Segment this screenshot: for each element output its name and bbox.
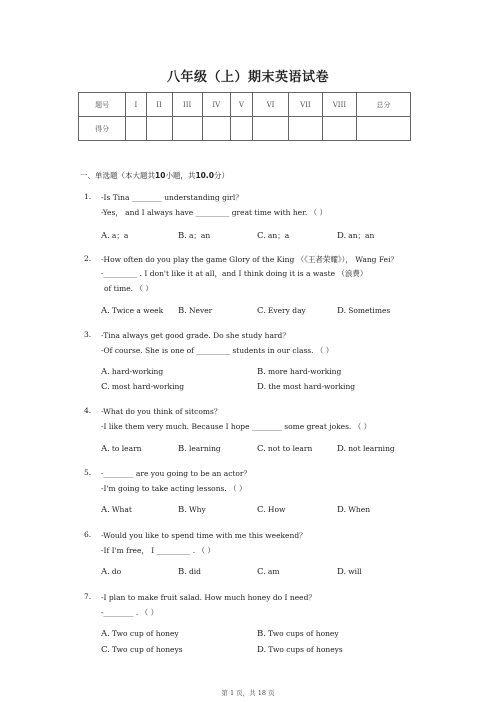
question-number: 5. xyxy=(84,468,92,477)
option-d[interactable] xyxy=(337,505,370,515)
section-heading-prefix: 一、单选题（本大题共 xyxy=(80,171,155,180)
score-cell[interactable] xyxy=(356,117,410,141)
option-c[interactable] xyxy=(257,567,280,577)
option-text: do xyxy=(111,567,122,576)
question-line: -What do you think of sitcoms？ xyxy=(101,407,222,416)
option-key: A. xyxy=(101,231,110,241)
question-line: -I like them very much. Because I hope ________ some great jokes. （ ） xyxy=(101,422,372,431)
option-key: C. xyxy=(101,382,110,392)
option-d[interactable] xyxy=(337,306,390,316)
option-text: will xyxy=(348,567,362,576)
question-line: -_________ . I don't like it at all，and I think doing it is a waste （浪费） xyxy=(101,269,368,278)
option-a[interactable] xyxy=(101,367,163,377)
section-heading-suffix: 分） xyxy=(213,171,229,180)
option-key: D. xyxy=(337,306,347,316)
option-text: Every day xyxy=(267,306,306,315)
question-number: 7. xyxy=(84,592,92,601)
option-c[interactable] xyxy=(257,505,285,515)
score-header-cell: III xyxy=(172,93,202,117)
score-cell[interactable] xyxy=(172,117,202,141)
option-key: A. xyxy=(101,505,110,515)
score-table-header-row xyxy=(79,93,411,117)
score-header-cell: IV xyxy=(202,93,230,117)
option-text: not learning xyxy=(348,444,395,453)
option-c[interactable] xyxy=(101,645,183,655)
option-text: Two cup of honey xyxy=(111,629,179,638)
question-line: -I plan to make fruit salad. How much honey do I need？ xyxy=(101,593,316,602)
option-text: an；a xyxy=(267,231,290,240)
score-table-score-row xyxy=(79,117,411,141)
option-c[interactable] xyxy=(257,444,312,454)
option-text: When xyxy=(348,505,371,514)
option-key: D. xyxy=(337,505,347,515)
question-line: -Would you like to spend time with me this weekend？ xyxy=(101,531,307,540)
option-text: the most hard-working xyxy=(268,382,356,391)
score-table xyxy=(78,92,411,141)
page-title: 八年级（上）期末英语试卷 xyxy=(166,70,329,85)
option-key: C. xyxy=(257,567,266,577)
score-cell[interactable] xyxy=(146,117,172,141)
question-number: 1. xyxy=(84,192,92,201)
option-text: Twice a week xyxy=(111,306,164,315)
question-number: 4. xyxy=(84,406,92,415)
score-cell[interactable] xyxy=(288,117,322,141)
option-key: D. xyxy=(337,567,347,577)
option-text: Two cups of honeys xyxy=(268,645,343,654)
question-line: -If I'm free， I _________ . （ ） xyxy=(101,546,215,555)
option-key: D. xyxy=(257,645,267,655)
option-b[interactable] xyxy=(178,444,221,454)
page-footer: 第 1 页，共 18 页 xyxy=(221,689,275,697)
score-cell[interactable] xyxy=(322,117,356,141)
option-text: learning xyxy=(188,444,221,453)
option-key: B. xyxy=(178,231,187,241)
question-line: -Of course. She is one of _________ students in our class. （ ） xyxy=(101,346,334,355)
option-c[interactable] xyxy=(257,230,289,241)
option-key: A. xyxy=(101,306,110,316)
option-text: Two cup of honeys xyxy=(111,645,183,654)
option-d[interactable] xyxy=(337,230,374,241)
score-cell[interactable] xyxy=(126,117,146,141)
section-heading-mid: 小题，共 xyxy=(165,171,196,180)
option-text: not to learn xyxy=(267,444,313,453)
option-text: more hard-working xyxy=(267,367,342,376)
option-text: hard-working xyxy=(111,367,164,376)
option-a[interactable] xyxy=(101,230,128,241)
score-header-cell: VII xyxy=(288,93,322,117)
option-key: A. xyxy=(101,629,110,639)
option-text: a；a xyxy=(111,231,129,240)
option-text: What xyxy=(111,505,132,514)
option-text: Never xyxy=(188,306,213,315)
question-line: -I'm going to take acting lessons. （ ） xyxy=(101,484,247,493)
option-key: B. xyxy=(178,444,187,454)
score-header-cell: 总分 xyxy=(356,93,410,117)
option-text: did xyxy=(188,567,201,576)
option-text: an；an xyxy=(348,231,375,240)
option-c[interactable] xyxy=(257,306,306,316)
option-d[interactable] xyxy=(337,444,395,454)
option-a[interactable] xyxy=(101,629,179,639)
score-row-label: 得分 xyxy=(79,117,126,141)
option-key: C. xyxy=(257,444,266,454)
option-key: A. xyxy=(101,367,110,377)
option-a[interactable] xyxy=(101,444,141,454)
option-text: most hard-working xyxy=(111,382,185,391)
option-text: a；an xyxy=(188,231,211,240)
option-text: am xyxy=(267,567,280,576)
option-key: A. xyxy=(101,567,110,577)
option-b[interactable] xyxy=(178,230,210,241)
option-c[interactable] xyxy=(101,382,184,392)
option-key: B. xyxy=(178,505,187,515)
option-text: How xyxy=(267,505,286,514)
question-number: 2. xyxy=(84,254,92,263)
section-question-count: 10 xyxy=(155,171,166,180)
score-cell[interactable] xyxy=(253,117,289,141)
option-a[interactable] xyxy=(101,567,121,577)
option-key: D. xyxy=(337,231,347,241)
question-line: -________ are you going to be an actor？ xyxy=(101,469,252,478)
option-key: C. xyxy=(257,505,266,515)
question-line: -Tina always get good grade. Do she study hard？ xyxy=(101,331,290,340)
option-key: B. xyxy=(178,306,187,316)
option-b[interactable] xyxy=(178,306,212,316)
option-b[interactable] xyxy=(257,367,341,377)
option-a[interactable] xyxy=(101,306,163,316)
question-number: 6. xyxy=(84,530,92,539)
option-text: to learn xyxy=(111,444,142,453)
section-heading xyxy=(80,170,229,181)
option-a[interactable] xyxy=(101,505,132,515)
score-header-cell: V xyxy=(230,93,252,117)
score-cell[interactable] xyxy=(230,117,252,141)
section-points: 10.0 xyxy=(195,171,214,180)
option-key: C. xyxy=(257,231,266,241)
option-b[interactable] xyxy=(178,567,201,577)
option-text: Sometimes xyxy=(348,306,391,315)
score-header-cell: II xyxy=(146,93,172,117)
option-d[interactable] xyxy=(337,567,362,577)
score-header-cell: 题号 xyxy=(79,93,126,117)
option-key: B. xyxy=(257,629,266,639)
question-number: 3. xyxy=(84,330,92,339)
score-header-cell: VIII xyxy=(322,93,356,117)
question-line: -Is Tina ________ understanding girl？ xyxy=(101,193,243,202)
option-key: B. xyxy=(257,367,266,377)
option-text: Two cups of honey xyxy=(267,629,339,638)
option-d[interactable] xyxy=(257,645,343,655)
question-line: -________ . （ ） xyxy=(101,608,159,617)
option-key: A. xyxy=(101,444,110,454)
score-cell[interactable] xyxy=(202,117,230,141)
question-line: -Yes， and I always have _________ great time with her. （ ） xyxy=(101,208,328,217)
option-b[interactable] xyxy=(257,629,339,639)
option-key: B. xyxy=(178,567,187,577)
option-key: D. xyxy=(257,382,267,392)
question-line: -How often do you play the game Glory of the King （《王者荣耀》）， Wang Fei？ xyxy=(101,255,398,264)
score-header-cell: I xyxy=(126,93,146,117)
option-text: Why xyxy=(188,505,206,514)
option-key: C. xyxy=(101,645,110,655)
score-header-cell: VI xyxy=(253,93,289,117)
option-key: C. xyxy=(257,306,266,316)
option-b[interactable] xyxy=(178,505,206,515)
option-d[interactable] xyxy=(257,382,355,392)
question-line: of time. （ ） xyxy=(104,284,153,293)
option-key: D. xyxy=(337,444,347,454)
